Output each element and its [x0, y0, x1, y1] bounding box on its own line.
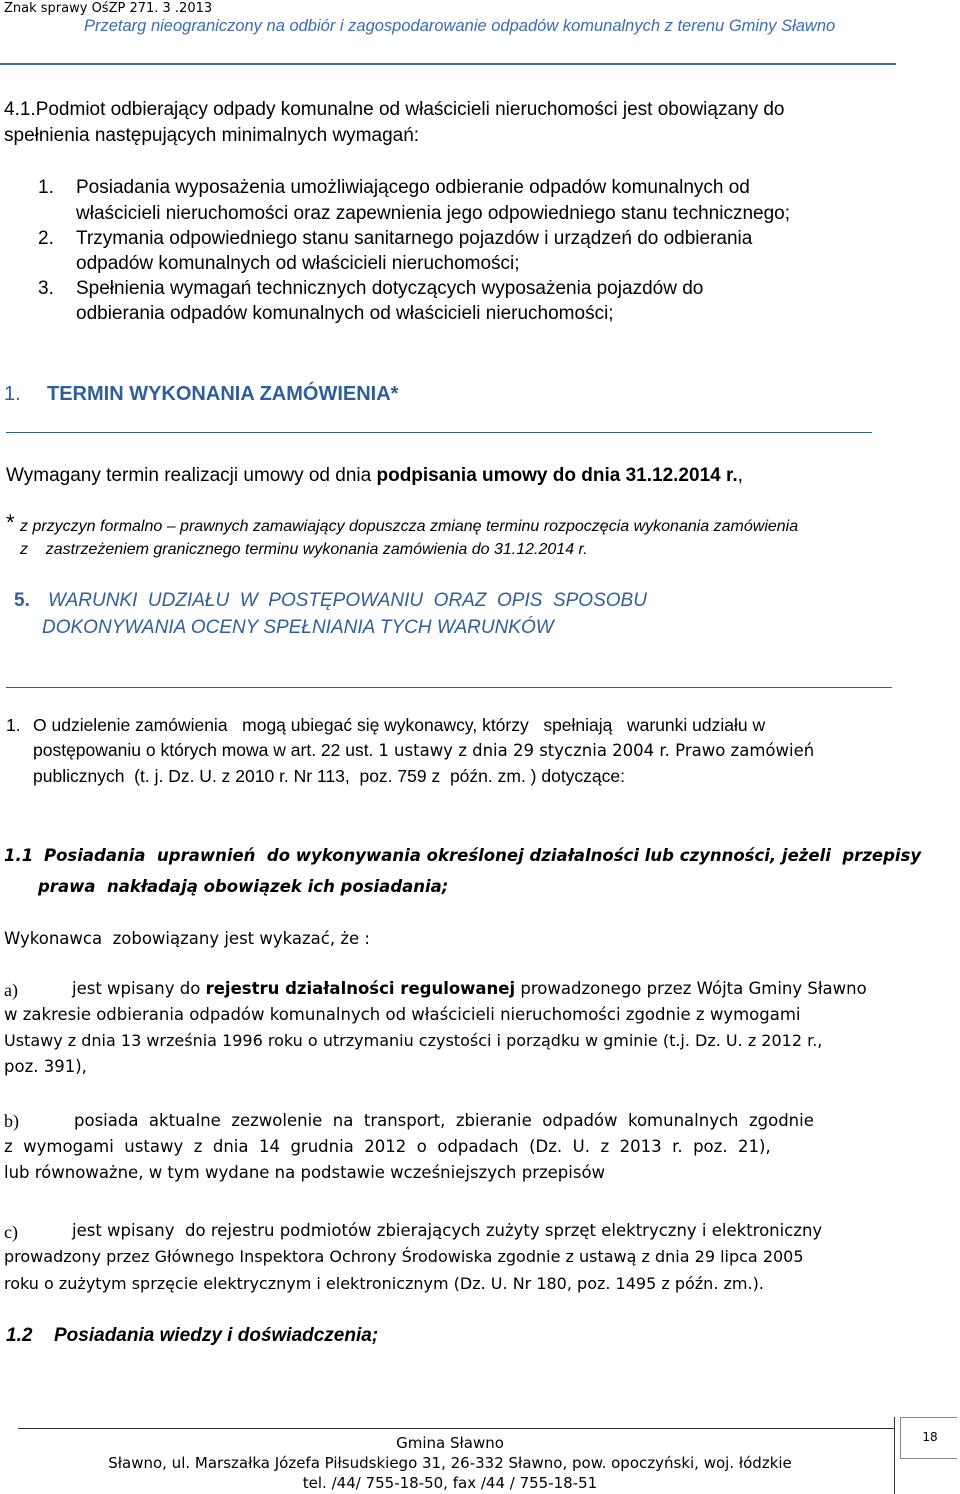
sec5-p1-line1: O udzielenie zamówienia mogą ubiegać się wykonawcy, którzy spełniają warunki udziału w	[33, 715, 766, 735]
sec11-heading-line2: prawa nakładają obowiązek ich posiadania;	[38, 877, 449, 896]
item-a-line2: w zakresie odbierania odpadów komunalnych od właścicieli nieruchomości zgodnie z wymogami	[4, 1005, 801, 1024]
footer-address: Sławno, ul. Marszałka Józefa Piłsudskiego 31, 26-332 Sławno, pow. opoczyński, woj. łódzkie	[108, 1454, 792, 1472]
sec41-line2: spełnienia następujących minimalnych wymagań:	[4, 125, 420, 146]
item-c-line2: prowadzony przez Głównego Inspektora Ochrony Środowiska zgodnie z ustawą z dnia 29 lipca 2005	[4, 1247, 804, 1266]
sec5-p1-line3: publicznych (t. j. Dz. U. z 2010 r. Nr 113, poz. 759 z późn. zm. ) dotyczące:	[33, 766, 626, 786]
sec5-p1-line2-b: 1 ustawy z dnia 29 stycznia 2004 r. Prawo zamówień	[378, 741, 815, 760]
list-item-text: Posiadania wyposażenia umożliwiającego odbieranie odpadów komunalnych od	[76, 177, 750, 198]
sec5-number: 5.	[14, 590, 30, 611]
item-a-line3: Ustawy z dnia 13 września 1996 roku o utrzymaniu czystości i porządku w gminie (t.j. Dz. U. z 2012 r.,	[4, 1031, 823, 1050]
item-a-line4: poz. 391),	[4, 1057, 87, 1076]
list-item-text: odbierania odpadów komunalnych od właścicieli nieruchomości;	[76, 303, 614, 324]
case-number: Znak sprawy OśZP 271. 3 .2013	[4, 1, 213, 16]
item-a-line1-end: prowadzonego przez Wójta Gminy Sławno	[515, 979, 867, 998]
sec5-heading-line2: DOKONYWANIA OCENY SPEŁNIANIA TYCH WARUNKÓW	[42, 617, 554, 638]
termin-heading: TERMIN WYKONANIA ZAMÓWIENIA*	[47, 383, 399, 405]
item-a-line1	[72, 979, 867, 998]
item-b-line1: posiada aktualne zezwolenie na transport, zbieranie odpadów komunalnych zgodnie	[74, 1111, 814, 1130]
sec11-intro: Wykonawca zobowiązany jest wykazać, że :	[4, 929, 370, 948]
sec12-number: 1.2	[6, 1325, 33, 1346]
list-item-text: Spełnienia wymagań technicznych dotyczących wyposażenia pojazdów do	[76, 278, 704, 299]
item-c-line3: roku o zużytym sprzęcie elektrycznym i elektronicznym (Dz. U. Nr 180, poz. 1495 z późn. zm.).	[4, 1274, 764, 1293]
sec5-heading-line1: WARUNKI UDZIAŁU W POSTĘPOWANIU ORAZ OPIS SPOSOBU	[48, 590, 647, 611]
item-c-line1: jest wpisany do rejestru podmiotów zbierających zużyty sprzęt elektryczny i elektroniczny	[72, 1221, 823, 1240]
footer-divider	[18, 1428, 894, 1429]
termin-text-start: Wymagany termin realizacji umowy od dnia	[6, 465, 377, 486]
page-number: 18	[922, 1430, 938, 1444]
termin-number: 1.	[4, 383, 21, 405]
footer-organization: Gmina Sławno	[396, 1434, 504, 1452]
sec12-heading: Posiadania wiedzy i doświadczenia;	[54, 1325, 379, 1346]
footer-phone: tel. /44/ 755-18-50, fax /44 / 755-18-51	[302, 1474, 598, 1492]
header-divider	[0, 63, 896, 65]
list-item-text: Trzymania odpowiedniego stanu sanitarnego pojazdów i urządzeń do odbierania	[76, 228, 753, 249]
footer-separator	[894, 1417, 895, 1494]
item-b-label: b)	[4, 1111, 19, 1131]
footnote-star: *	[6, 510, 15, 535]
termin-deadline: podpisania umowy do dnia 31.12.2014 r.	[376, 465, 738, 486]
item-b-line2: z wymogami ustawy z dnia 14 grudnia 2012 o odpadach (Dz. U. z 2013 r. poz. 21),	[4, 1137, 771, 1156]
list-item-number: 3.	[38, 278, 54, 299]
item-b-line3: lub równoważne, w tym wydane na podstawie wcześniejszych przepisów	[4, 1163, 606, 1182]
termin-text	[6, 463, 743, 489]
list-item-number: 2.	[38, 228, 54, 249]
termin-text-end: ,	[737, 465, 743, 486]
document-title: Przetarg nieograniczony na odbiór i zagospodarowanie odpadów komunalnych z terenu Gminy Sławno	[84, 17, 836, 35]
footnote-line1: z przyczyn formalno – prawnych zamawiający dopuszcza zmianę terminu rozpoczęcia wykonania zamówienia	[20, 518, 799, 535]
list-item-number: 1.	[38, 177, 54, 198]
list-item-text: właścicieli nieruchomości oraz zapewnienia jego odpowiedniego stanu technicznego;	[76, 203, 790, 224]
list-item-text: odpadów komunalnych od właścicieli nieruchomości;	[76, 253, 520, 274]
item-a-line1-start: jest wpisany do	[72, 979, 206, 998]
item-a-label: a)	[4, 980, 18, 1000]
sec11-number: 1.1	[4, 846, 34, 865]
sec5-p1-line2-a: postępowaniu o których mowa w art. 22 ust.	[33, 740, 379, 760]
sec11-heading-line1: Posiadania uprawnień do wykonywania określonej działalności lub czynności, jeżeli przepisy	[44, 846, 922, 865]
section-divider	[6, 432, 872, 433]
item-c-label: c)	[4, 1222, 18, 1242]
sec5-p1-line2	[33, 740, 814, 761]
sec5-p1-number: 1.	[6, 715, 21, 735]
sec41-line1: 4.1.Podmiot odbierający odpady komunalne od właścicieli nieruchomości jest obowiązany do	[4, 99, 785, 120]
section-divider	[6, 687, 892, 688]
item-a-register: rejestru działalności regulowanej	[205, 979, 516, 998]
footnote-line2: z zastrzeżeniem granicznego terminu wykonania zamówienia do 31.12.2014 r.	[20, 541, 588, 558]
